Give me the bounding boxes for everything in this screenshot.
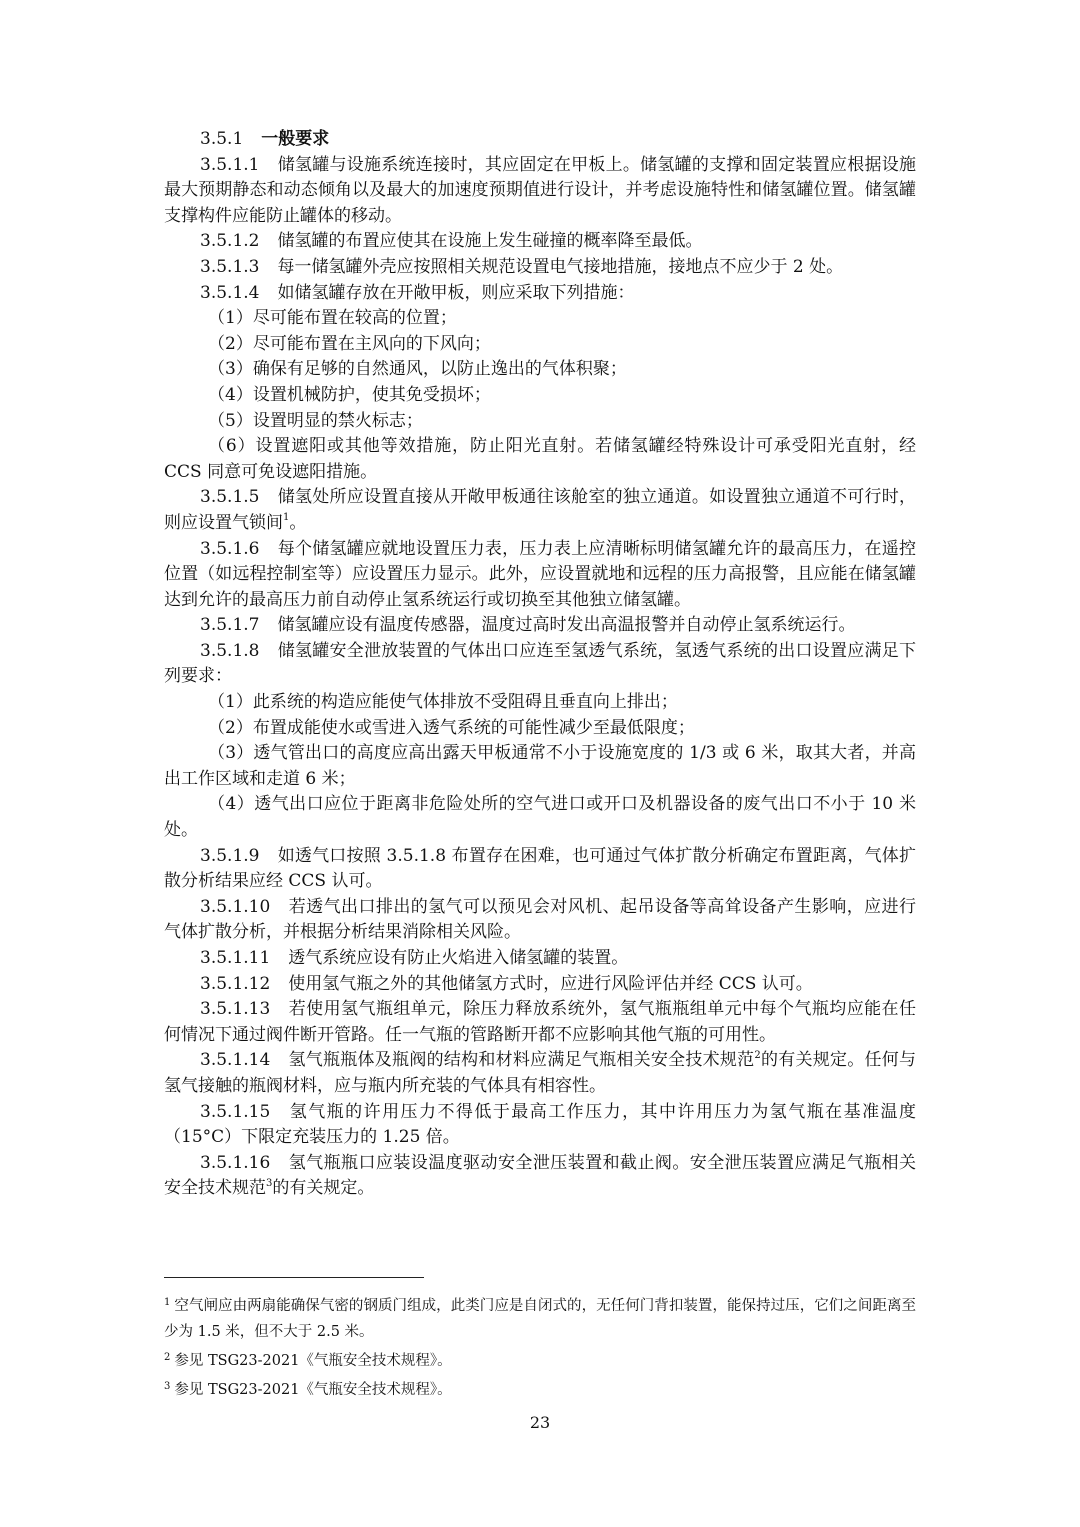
- clause-text: 储氢罐应设有温度传感器，温度过高时发出高温报警并自动停止氢系统运行。: [277, 615, 856, 636]
- footnote-ref: 1: [283, 512, 290, 524]
- footnote-3: [164, 1374, 916, 1403]
- clause-text: 储氢罐安全泄放装置的气体出口应连至氢透气系统，氢透气系统的出口设置应满足下列要求：: [164, 640, 916, 687]
- clause-text: 氢气瓶瓶口应装设温度驱动安全泄压装置和截止阀。安全泄压装置应满足气瓶相关安全技术规范: [164, 1152, 916, 1199]
- list-item: （4）设置机械防护，使其免受损坏；: [208, 384, 491, 405]
- footnote-1: [164, 1290, 916, 1345]
- clause-3-5-1-4: [164, 281, 916, 307]
- clause-3-5-1-10: [164, 895, 916, 946]
- clause-number: 3.5.1.16: [200, 1152, 271, 1173]
- clause-number: 3.5.1.13: [200, 999, 271, 1020]
- clause-text-tail: 的有关规定。: [272, 1178, 375, 1199]
- clause-text: 储氢处所应设置直接从开敞甲板通往该舱室的独立通道。如设置独立通道不可行时，则应设置气锁间: [164, 487, 916, 533]
- clause-text: 氢气瓶瓶体及瓶阀的结构和材料应满足气瓶相关安全技术规范: [288, 1050, 755, 1071]
- clause-3-5-1-9: [164, 844, 916, 895]
- clause-number: 3.5.1.15: [200, 1101, 271, 1122]
- footnote-text: 参见 TSG23-2021《气瓶安全技术规程》。: [174, 1353, 452, 1369]
- list-item: （1）此系统的构造应能使气体排放不受阻碍且垂直向上排出；: [208, 692, 678, 713]
- clause-text: 储氢罐与设施系统连接时，其应固定在甲板上。储氢罐的支撑和固定装置应根据设施最大预期静态和动态倾角以及最大的加速度预期值进行设计，并考虑设施特性和储氢罐位置。储氢罐支撑构件应能防止罐体的移动。: [164, 154, 916, 226]
- clause-text: 每一储氢罐外壳应按照相关规范设置电气接地措施，接地点不应少于 2 处。: [277, 256, 844, 277]
- clause-number: 3.5.1.1: [200, 154, 260, 175]
- clause-3-5-1-7: [164, 613, 916, 639]
- footnotes: [164, 1290, 916, 1403]
- clause-3-5-1-8: [164, 639, 916, 690]
- list-item: （6）设置遮阳或其他等效措施，防止阳光直射。若储氢罐经特殊设计可承受阳光直射，经 CCS 同意可免设遮阳措施。: [164, 436, 916, 482]
- clause-number: 3.5.1.8: [200, 640, 260, 661]
- clause-text-tail: 的有关规定。任何与氢气接触的瓶阀材料，应与瓶内所充装的气体具有相容性。: [164, 1050, 917, 1096]
- clause-number: 3.5.1.4: [200, 282, 260, 303]
- footnote-ref: 2: [754, 1049, 761, 1061]
- clause-number: 3.5.1.14: [200, 1050, 271, 1071]
- list-item: （1）尽可能布置在较高的位置；: [208, 308, 457, 329]
- clause-number: 3.5.1.7: [200, 615, 260, 636]
- footnote-mark: 3: [164, 1381, 171, 1392]
- clause-number: 3.5.1.9: [200, 845, 260, 866]
- page-number: 23: [529, 1413, 551, 1432]
- clause-number: 3.5.1.5: [200, 487, 260, 508]
- section-heading: [164, 127, 916, 153]
- clause-3-5-1-3: [164, 255, 916, 281]
- footnote-mark: 1: [164, 1297, 171, 1308]
- clause-text: 如储氢罐存放在开敞甲板，则应采取下列措施：: [277, 282, 635, 303]
- clause-number: 3.5.1.6: [200, 538, 260, 559]
- clause-number: 3.5.1.12: [200, 973, 271, 994]
- list-item: （3）透气管出口的高度应高出露天甲板通常不小于设施宽度的 1/3 或 6 米，取其大者，并高出工作区域和走道 6 米；: [164, 743, 916, 789]
- clause-text: 若使用氢气瓶组单元，除压力释放系统外，氢气瓶瓶组单元中每个气瓶均应能在任何情况下通过阀件断开管路。任一气瓶的管路断开都不应影响其他气瓶的可用性。: [164, 999, 916, 1045]
- clause-3-5-1-11: [164, 946, 916, 972]
- clause-3-5-1-12: [164, 972, 916, 998]
- footnote-divider: [164, 1277, 424, 1278]
- section-number: 3.5.1: [200, 129, 244, 149]
- list-item: （2）尽可能布置在主风向的下风向；: [208, 333, 491, 354]
- footnote-2: [164, 1345, 916, 1374]
- clause-text: 每个储氢罐应就地设置压力表，压力表上应清晰标明储氢罐允许的最高压力，在遥控位置（如远程控制室等）应设置压力显示。此外，应设置就地和远程的压力高报警，且应能在储氢罐达到允许的最高压力前自动停止氢系统运行或切换至其他独立储氢罐。: [164, 538, 916, 610]
- body-text: [164, 127, 916, 1202]
- clause-3-5-1-14: [164, 1048, 916, 1099]
- section-title: 一般要求: [261, 129, 330, 149]
- clause-text: 氢气瓶的许用压力不得低于最高工作压力，其中许用压力为氢气瓶在基准温度（15°C）下限定充装压力的 1.25 倍。: [164, 1101, 916, 1148]
- clause-number: 3.5.1.2: [200, 231, 260, 252]
- clause-3-5-1-5: [164, 485, 916, 536]
- footnote-text: 空气闸应由两扇能确保气密的钢质门组成，此类门应是自闭式的，无任何门背扣装置，能保持过压，它们之间距离至少为 1.5 米，但不大于 2.5 米。: [164, 1298, 916, 1340]
- clause-text: 透气系统应设有防止火焰进入储氢罐的装置。: [288, 948, 629, 968]
- clause-3-5-1-2: [164, 229, 916, 255]
- footnote-mark: 2: [164, 1352, 171, 1363]
- clause-3-5-1-1: [164, 153, 916, 230]
- clause-3-5-1-16: [164, 1151, 916, 1202]
- clause-text: 储氢罐的布置应使其在设施上发生碰撞的概率降至最低。: [277, 231, 703, 252]
- clause-text: 若透气出口排出的氢气可以预见会对风机、起吊设备等高耸设备产生影响，应进行气体扩散分析，并根据分析结果消除相关风险。: [164, 896, 916, 943]
- clause-3-5-1-15: [164, 1100, 916, 1151]
- clause-number: 3.5.1.3: [200, 256, 260, 277]
- clause-text: 如透气口按照 3.5.1.8 布置存在困难，也可通过气体扩散分析确定布置距离，气体扩散分析结果应经 CCS 认可。: [164, 845, 916, 892]
- list-item: （2）布置成能使水或雪进入透气系统的可能性减少至最低限度；: [208, 717, 695, 738]
- clause-3-5-1-6: [164, 537, 916, 614]
- clause-text: 使用氢气瓶之外的其他储氢方式时，应进行风险评估并经 CCS 认可。: [288, 973, 813, 994]
- list-item: （4）透气出口应位于距离非危险处所的空气进口或开口及机器设备的废气出口不小于 10 米处。: [164, 794, 916, 841]
- list-item: （5）设置明显的禁火标志；: [208, 410, 423, 431]
- clause-number: 3.5.1.11: [200, 948, 271, 968]
- clause-number: 3.5.1.10: [200, 896, 271, 917]
- list-item: （3）确保有足够的自然通风，以防止逸出的气体积聚；: [208, 359, 627, 380]
- footnote-text: 参见 TSG23-2021《气瓶安全技术规程》。: [174, 1382, 452, 1398]
- footnote-ref: 3: [266, 1177, 273, 1189]
- clause-text-tail: 。: [289, 512, 307, 533]
- clause-3-5-1-13: [164, 997, 916, 1048]
